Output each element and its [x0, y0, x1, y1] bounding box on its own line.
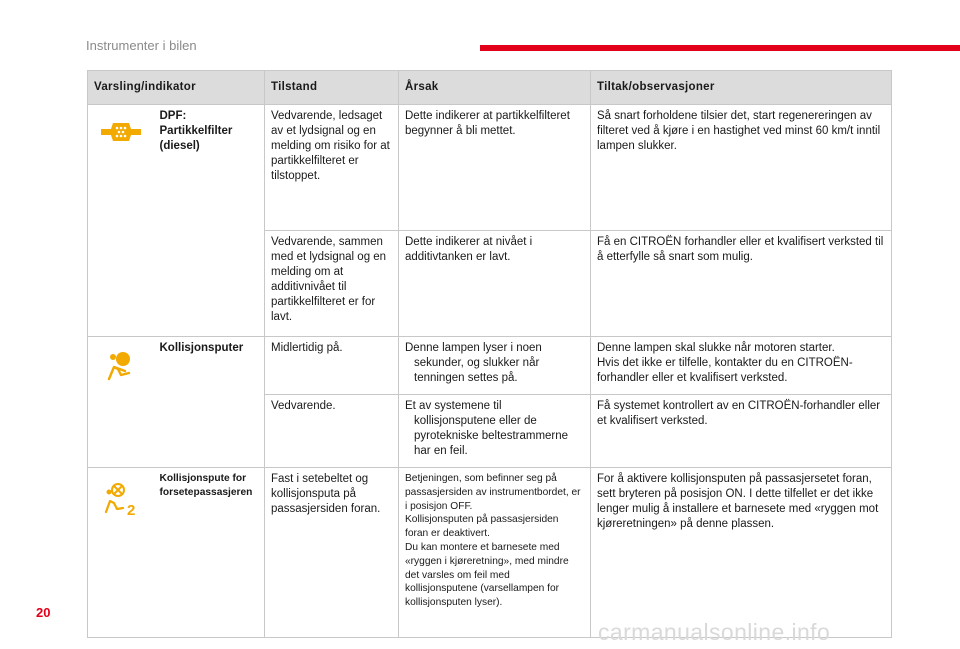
action-cell: Få en CITROËN forhandler eller et kvalifisert verksted til å etterfylle så snart som mulig.	[591, 231, 892, 337]
dpf-filter-icon	[99, 136, 143, 148]
cause-cell: Betjeningen, som befinner seg på passasjersiden av instrumentbordet, er i posisjon OFF. Kollisjonsputen på passasjersiden foran er deaktivert. Du kan montere et barnesete med «ryggen i kjøreretning», med mindre det varsles om feil med kollisjonsputene (varsellampen for kollisjonsputen lyser).	[399, 468, 591, 638]
table-row	[88, 105, 892, 231]
indicator-name: DPF: Partikkelfilter (diesel)	[154, 105, 265, 337]
column-header-indicator: Varsling/indikator	[88, 71, 265, 105]
passenger-airbag-off-icon	[103, 502, 139, 519]
table-row	[88, 468, 892, 638]
state-cell: Fast i setebeltet og kollisjonsputa på passasjersiden foran.	[265, 468, 399, 638]
section-title: Instrumenter i bilen	[86, 38, 197, 53]
watermark: carmanualsonline.info	[598, 619, 831, 645]
indicator-icon-cell	[88, 468, 154, 638]
indicator-name: Kollisjonsputer	[154, 337, 265, 468]
svg-text:2: 2	[126, 502, 136, 516]
column-header-cause: Årsak	[399, 71, 591, 105]
column-header-state: Tilstand	[265, 71, 399, 105]
state-cell: Vedvarende, ledsaget av et lydsignal og en melding om risiko for at partikkelfilteret er tilstoppet.	[265, 105, 399, 231]
cause-cell	[399, 395, 591, 468]
action-cell: Denne lampen skal slukke når motoren starter. Hvis det ikke er tilfelle, kontakter du en CITROËN-forhandler eller et kvalifisert verksted.	[591, 337, 892, 395]
cause-text: Et av systemene til kollisjonsputene eller de pyrotekniske beltestrammerne har en feil.	[405, 400, 569, 457]
state-cell: Midlertidig på.	[265, 337, 399, 395]
page-number: 20	[36, 605, 51, 620]
table-header-row	[88, 71, 892, 105]
cause-cell: Dette indikerer at partikkelfilteret begynner å bli mettet.	[399, 105, 591, 231]
action-cell: For å aktivere kollisjonsputen på passasjersetet foran, sett bryteren på posisjon ON. I dette tilfellet er det ikke lenger mulig å installere et barnesete med «ryggen mot kjøreretningen» på denne plassen.	[591, 468, 892, 638]
state-cell: Vedvarende.	[265, 395, 399, 468]
cause-cell: Dette indikerer at nivået i additivtanken er lavt.	[399, 231, 591, 337]
indicator-icon-cell	[88, 105, 154, 337]
action-cell: Få systemet kontrollert av en CITROËN-forhandler eller et kvalifisert verksted.	[591, 395, 892, 468]
airbag-icon	[105, 372, 137, 384]
cause-cell	[399, 337, 591, 395]
action-cell: Så snart forholdene tilsier det, start regenereringen av filteret ved å kjøre i en hastighet ved minst 60 km/t inntil lampen slukker.	[591, 105, 892, 231]
indicator-icon-cell	[88, 337, 154, 468]
table-row	[88, 337, 892, 395]
column-header-action: Tiltak/observasjoner	[591, 71, 892, 105]
indicator-table	[87, 70, 892, 638]
cause-text: Denne lampen lyser i noen sekunder, og slukker når tenningen settes på.	[405, 342, 542, 384]
state-cell: Vedvarende, sammen med et lydsignal og en melding om at additivnivået til partikkelfilteret er for lavt.	[265, 231, 399, 337]
indicator-name: Kollisjonspute for forsetepassasjeren	[154, 468, 265, 638]
section-accent-bar	[480, 45, 960, 51]
